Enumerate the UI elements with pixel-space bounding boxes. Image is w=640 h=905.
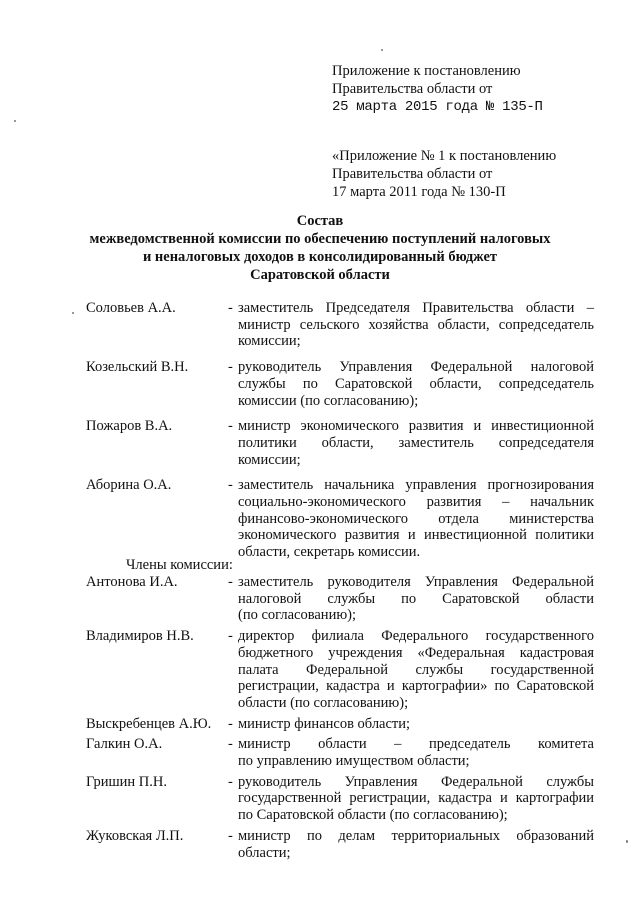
role-line: палата Федеральной службы государственной	[238, 661, 594, 678]
role-line: министр области – председатель комитета	[238, 736, 594, 753]
role-line: министр сельского хозяйства области, сопредседатель	[238, 316, 594, 333]
title-line: межведомственной комиссии по обеспечению поступлений налоговых	[89, 231, 551, 247]
person-name: Выскребенцев А.Ю.	[86, 715, 212, 732]
role-line: по управлению имуществом области;	[238, 753, 470, 770]
person-role	[238, 418, 594, 468]
role-line: министр по делам территориальных образований	[238, 827, 594, 844]
entry-dash: -	[228, 628, 233, 645]
scan-speck	[72, 312, 74, 314]
role-line: социально-экономического развития – начальник	[238, 494, 594, 511]
entry-dash: -	[228, 477, 233, 494]
role-line: заместитель начальника управления прогнозирования	[238, 477, 594, 494]
leadership-list	[86, 300, 594, 561]
entry-spacer	[86, 350, 594, 359]
entry-dash: -	[228, 715, 233, 732]
person-role	[238, 828, 594, 861]
roster-entry	[86, 300, 594, 350]
appendix-current-date-line: 25 марта 2015 года № 135-П	[332, 99, 543, 115]
person-role	[238, 628, 594, 712]
role-line: директор филиала Федерального государственного	[238, 628, 594, 645]
person-name: Пожаров В.А.	[86, 418, 173, 435]
title-line: и неналоговых доходов в консолидированный бюджет	[142, 249, 498, 265]
role-line: комиссии;	[238, 451, 301, 468]
person-role	[238, 574, 594, 624]
appendix-current-line: Правительства области от	[332, 81, 493, 97]
person-name: Владимиров Н.В.	[86, 628, 194, 645]
role-line: службы по Саратовской области, сопредседатель	[238, 375, 594, 392]
entry-dash: -	[228, 773, 233, 790]
appendix-original-block	[332, 147, 632, 201]
roster-entry	[86, 628, 594, 712]
role-line: заместитель Председателя Правительства области –	[238, 300, 594, 316]
role-line: регистрации, кадастра и картографии» по Саратовской	[238, 678, 594, 695]
roster-entry	[86, 418, 594, 468]
role-line: (по согласованию);	[238, 607, 357, 624]
scan-speck	[14, 120, 16, 122]
entry-dash: -	[228, 736, 233, 753]
members-list	[86, 574, 594, 861]
person-role	[238, 300, 594, 350]
roster-entry	[86, 477, 594, 561]
entry-spacer	[86, 468, 594, 477]
scan-speck	[626, 840, 628, 843]
person-name: Гришин П.Н.	[86, 773, 167, 790]
appendix-original-line: 17 марта 2011 года № 130-П	[332, 184, 506, 200]
role-line: экономического развития и инвестиционной политики	[238, 527, 594, 544]
role-line: заместитель руководителя Управления Федеральной	[238, 574, 594, 590]
person-role	[238, 359, 594, 409]
entry-dash: -	[228, 418, 233, 435]
role-line: налоговой службы по Саратовской области	[238, 590, 594, 607]
title-line: Состав	[296, 213, 344, 229]
role-line: руководитель Управления Федеральной службы	[238, 773, 594, 790]
appendix-current-line: Приложение к постановлению	[332, 63, 521, 79]
person-role	[238, 477, 594, 561]
document-title	[60, 212, 580, 284]
person-name: Антонова И.А.	[86, 574, 178, 590]
appendix-original-line: «Приложение № 1 к постановлению	[332, 148, 557, 164]
person-role	[238, 716, 594, 733]
role-line: министр экономического развития и инвестиционной	[238, 418, 594, 435]
role-line: бюджетного учреждения «Федеральная кадастровая	[238, 644, 594, 661]
role-line: министр финансов области;	[238, 715, 411, 732]
roster-entry	[86, 774, 594, 824]
entry-dash: -	[228, 574, 233, 590]
person-role	[238, 736, 594, 769]
person-name: Козельский В.Н.	[86, 359, 189, 376]
appendix-current-block	[332, 62, 632, 116]
person-name: Галкин О.А.	[86, 736, 163, 753]
members-label: Члены комиссии:	[126, 557, 233, 573]
role-line: государственной регистрации, кадастра и картографии	[238, 790, 594, 807]
person-name: Жуковская Л.П.	[86, 827, 184, 844]
role-line: по Саратовской области (по согласованию);	[238, 807, 508, 824]
role-line: финансово-экономического отдела министерства	[238, 510, 594, 527]
person-name: Соловьев А.А.	[86, 300, 176, 316]
appendix-original-line: Правительства области от	[332, 166, 493, 182]
roster-entry	[86, 736, 594, 769]
person-role	[238, 774, 594, 824]
roster-entry	[86, 574, 594, 624]
role-line: политики области, заместитель сопредседателя	[238, 434, 594, 451]
entry-dash: -	[228, 300, 233, 316]
role-line: комиссии;	[238, 333, 301, 350]
roster-entry	[86, 716, 594, 733]
person-name: Аборина О.А.	[86, 477, 172, 494]
title-line: Саратовской области	[250, 267, 390, 283]
scan-speck	[381, 49, 383, 51]
entry-dash: -	[228, 827, 233, 844]
role-line: области (по согласованию);	[238, 694, 409, 711]
role-line: комиссии (по согласованию);	[238, 392, 419, 409]
entry-spacer	[86, 409, 594, 418]
roster-entry	[86, 828, 594, 861]
role-line: области, секретарь комиссии.	[238, 544, 421, 561]
entry-dash: -	[228, 359, 233, 376]
role-line: руководитель Управления Федеральной налоговой	[238, 359, 594, 376]
role-line: области;	[238, 844, 291, 861]
roster-entry	[86, 359, 594, 409]
